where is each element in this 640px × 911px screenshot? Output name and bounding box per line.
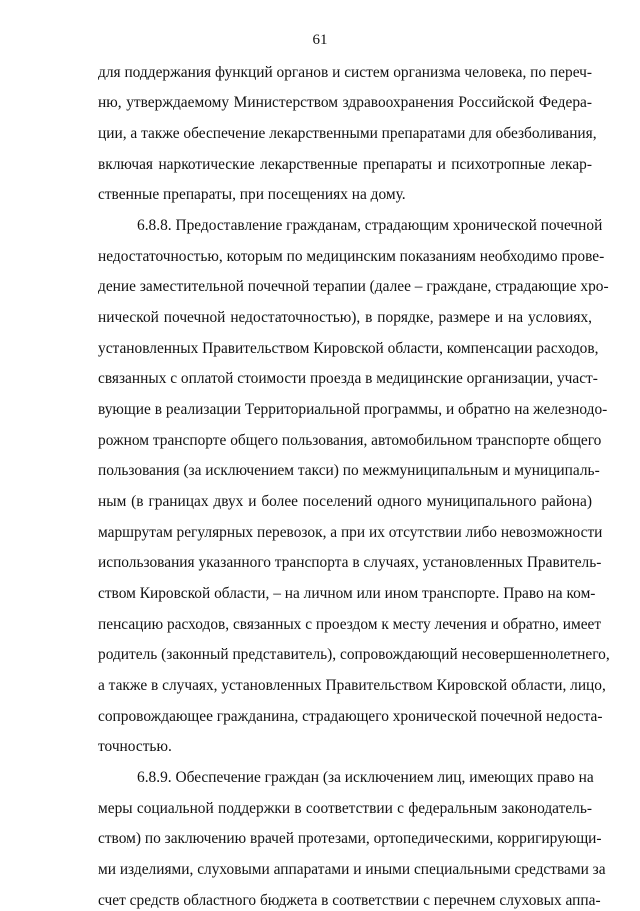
text-line: недостаточностью, которым по медицинским показаниям необходимо прове- [98, 248, 605, 265]
text-line: меры социальной поддержки в соответствии с федеральным законодатель- [98, 800, 592, 817]
text-line: рожном транспорте общего пользования, автомобильном транспорте общего [98, 432, 602, 449]
text-line: ми изделиями, слуховыми аппаратами и иными специальными средствами за [98, 861, 606, 878]
text-line: ню, утверждаемому Министерством здравоохранения Российской Федера- [98, 94, 592, 111]
text-line: для поддержания функций органов и систем организма человека, по переч- [98, 64, 593, 81]
text-line: пенсацию расходов, связанных с проездом к месту лечения и обратно, имеет [98, 616, 602, 633]
text-line: вующие в реализации Территориальной программы, и обратно на железнодо- [98, 401, 608, 418]
text-line: использования указанного транспорта в случаях, установленных Правитель- [98, 554, 602, 571]
text-line: ством) по заключению врачей протезами, ортопедическими, корригирующи- [98, 830, 602, 847]
paragraph-start-line: 6.8.9. Обеспечение граждан (за исключением лиц, имеющих право на [137, 769, 594, 786]
text-line: ственные препараты, при посещениях на дому. [98, 186, 406, 203]
text-line: установленных Правительством Кировской области, компенсации расходов, [98, 340, 599, 357]
text-line: родитель (законный представитель), сопровождающий несовершеннолетнего, [98, 646, 610, 663]
text-line: счет средств областного бюджета в соответствии с перечнем слуховых аппа- [98, 892, 601, 909]
text-line: ным (в границах двух и более поселений одного муниципального района) [98, 493, 592, 510]
text-line: связанных с оплатой стоимости проезда в медицинские организации, участ- [98, 370, 598, 387]
text-line: сопровождающее гражданина, страдающего хронической почечной недоста- [98, 708, 603, 725]
text-line: маршрутам регулярных перевозок, а при их отсутствии либо невозможности [98, 524, 603, 541]
text-line: ством Кировской области, – на личном или ином транспорте. Право на ком- [98, 585, 596, 602]
text-line: точностью. [98, 738, 172, 755]
paragraph-start-line: 6.8.8. Предоставление гражданам, страдающим хронической почечной [137, 217, 603, 234]
text-line: включая наркотические лекарственные препараты и психотропные лекар- [98, 156, 592, 173]
text-line: дение заместительной почечной терапии (далее – граждане, страдающие хро- [98, 278, 609, 295]
text-line: нической почечной недостаточностью), в порядке, размере и на условиях, [98, 309, 592, 326]
page-number: 61 [312, 32, 328, 48]
text-line: ции, а также обеспечение лекарственными препаратами для обезболивания, [98, 125, 597, 142]
text-line: а также в случаях, установленных Правительством Кировской области, лицо, [98, 677, 606, 694]
text-line: пользования (за исключением такси) по межмуниципальным и муниципаль- [98, 462, 600, 479]
